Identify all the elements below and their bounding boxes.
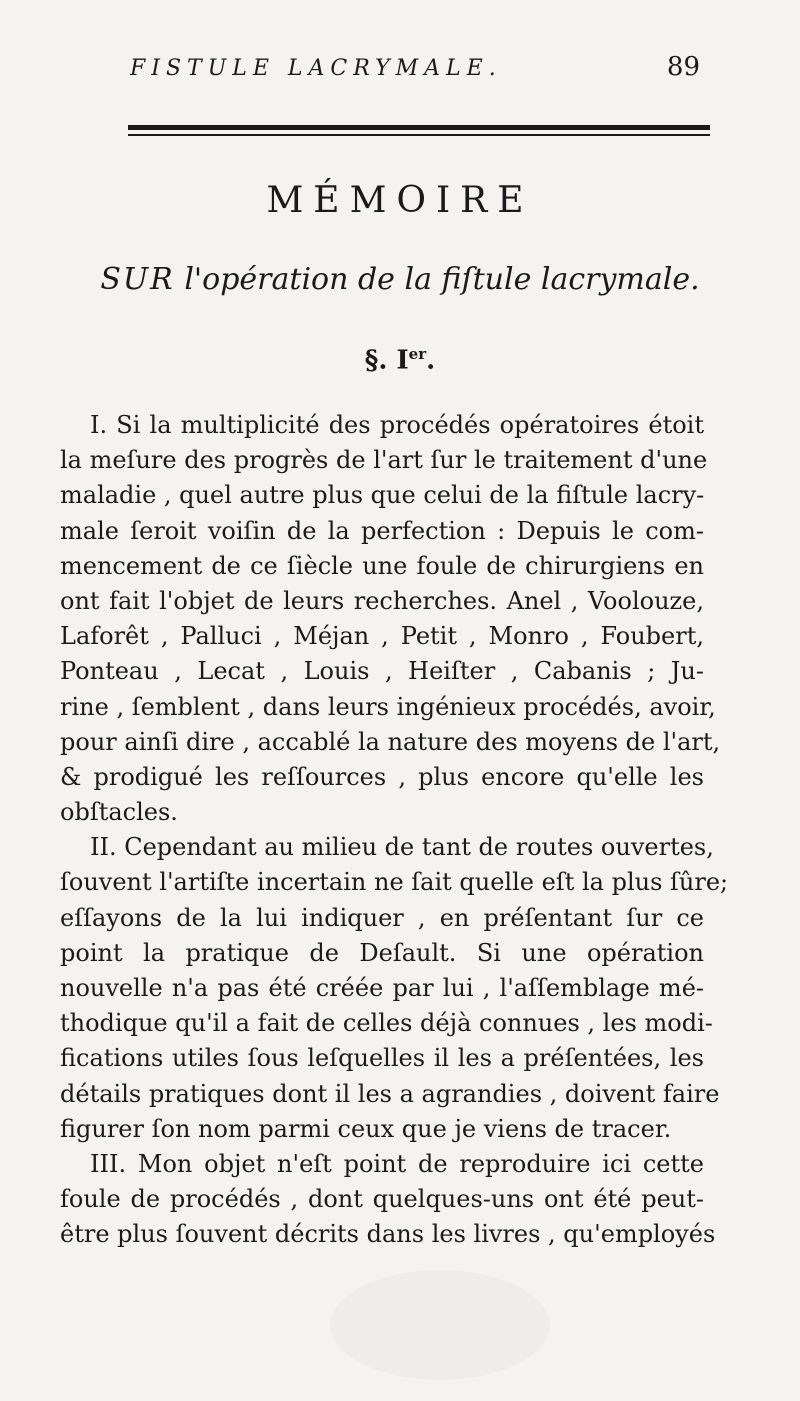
text-line: III. Mon objet n'eſt point de reproduire ici cette [90, 1149, 704, 1178]
text-line: eſſayons de la lui indiquer , en préſentant ſur ce [60, 903, 704, 932]
running-head-title: FISTULE LACRYMALE. [130, 56, 502, 81]
paragraph [60, 408, 721, 830]
text-line: mencement de ce ſiècle une foule de chirurgiens en [60, 551, 704, 580]
text-line: II. Cependant au milieu de tant de routes ouvertes, [90, 833, 714, 862]
page-number: 89 [666, 52, 700, 82]
memoir-subtitle [0, 262, 800, 297]
text-line: détails pratiques dont il les a agrandies , doivent faire [60, 1079, 720, 1108]
text-line: Laforêt , Palluci , Méjan , Petit , Monro , Foubert, [60, 622, 704, 651]
running-head [0, 52, 800, 92]
text-line: point la pratique de Deſault. Si une opération [60, 938, 704, 967]
section-label: §. I [364, 345, 409, 376]
text-line: & prodigué les reſſources , plus encore qu'elle les [60, 762, 704, 791]
section-end: . [426, 345, 436, 376]
text-line: figurer ſon nom parmi ceux que je viens de tracer. [60, 1114, 672, 1143]
text-line: ont fait l'objet de leurs recherches. Anel , Voolouze, [60, 586, 704, 615]
section-heading [0, 345, 800, 376]
text-line: pour ainſi dire , accablé la nature des moyens de l'art, [60, 727, 721, 756]
text-line: obſtacles. [60, 798, 178, 827]
text-line: rine , ſemblent , dans leurs ingénieux procédés, avoir, [60, 692, 716, 721]
paragraph [60, 830, 729, 1147]
memoir-title: MÉMOIRE [266, 180, 534, 221]
subtitle-rest: l'opération de la fiſtule lacrymale. [174, 262, 700, 297]
text-line: être plus ſouvent décrits dans les livres , qu'employés [60, 1220, 716, 1249]
text-line: foule de procédés , dont quelques-uns ont été peut- [60, 1185, 704, 1214]
text-line: thodique qu'il a fait de celles déjà connues , les modi- [60, 1009, 713, 1038]
paper-stain [330, 1270, 550, 1380]
text-line: maladie , quel autre plus que celui de la fiſtule lacry- [60, 481, 705, 510]
header-rule-thick [128, 125, 710, 130]
section-superscript: er [408, 345, 427, 363]
text-line: male ſeroit voiſin de la perfection : Depuis le com- [60, 516, 704, 545]
text-line: ſouvent l'artiſte incertain ne ſait quelle eſt la plus ſûre; [60, 868, 729, 897]
text-line: I. Si la multiplicité des procédés opératoires étoit [90, 411, 704, 439]
text-line: nouvelle n'a pas été créée par lui , l'aſſemblage mé- [60, 974, 704, 1002]
body-text [60, 408, 729, 1253]
subtitle-lead: SUR [100, 262, 175, 297]
text-line: Ponteau , Lecat , Louis , Heiſter , Cabanis ; Ju- [60, 657, 704, 686]
text-line: fications utiles ſous leſquelles il les a préſentées, les [60, 1044, 704, 1073]
paragraph [60, 1147, 716, 1253]
text-line: la meſure des progrès de l'art ſur le traitement d'une [60, 446, 708, 475]
header-rule-thin [128, 134, 710, 136]
